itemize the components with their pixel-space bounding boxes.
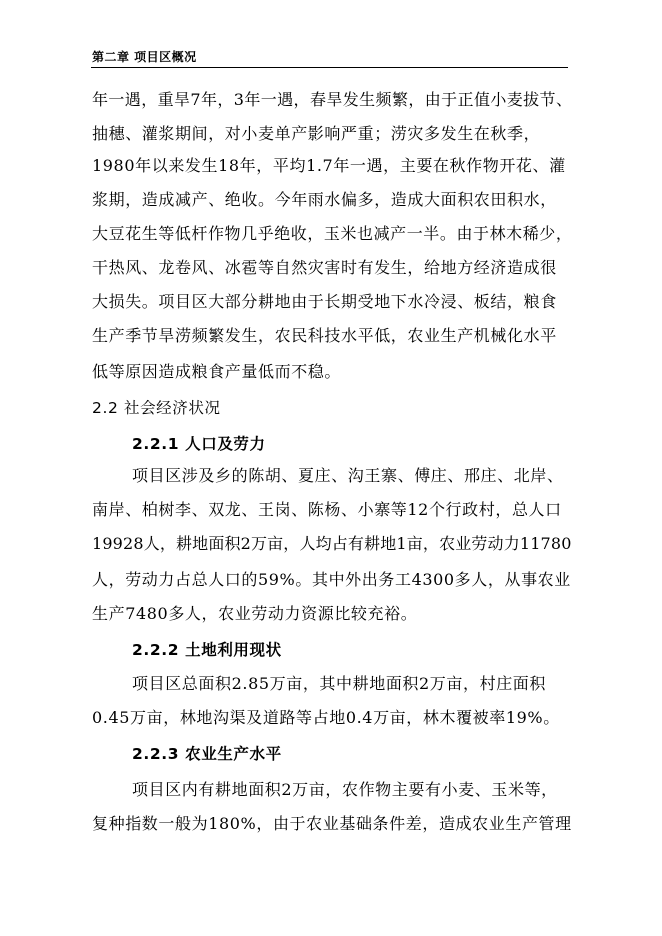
- paragraph-line: 生产7480多人，农业劳动力资源比较充裕。: [92, 604, 418, 623]
- section-heading: 2.2 社会经济状况: [92, 399, 221, 417]
- paragraph-line: 1980年以来发生18年，平均1.7年一遇，主要在秋作物开花、灌: [92, 156, 566, 175]
- paragraph-line: 南岸、柏树李、双龙、王岗、陈杨、小寨等12个行政村，总人口: [92, 500, 562, 519]
- paragraph-line: 干热风、龙卷风、冰雹等自然灾害时有发生，给地方经济造成很: [92, 258, 557, 277]
- paragraph-line: 复种指数一般为180%，由于农业基础条件差，造成农业生产管理: [92, 814, 572, 833]
- paragraph-line: 19928人，耕地面积2万亩，人均占有耕地1亩，农业劳动力11780: [92, 534, 572, 553]
- subsection-heading: 2.2.2 土地利用现状: [132, 641, 282, 659]
- paragraph-line: 项目区内有耕地面积2万亩，农作物主要有小麦、玉米等，: [132, 780, 558, 799]
- header-rule: [91, 67, 568, 68]
- paragraph-line: 年一遇，重旱7年，3年一遇，春旱发生频繁，由于正值小麦拔节、: [92, 90, 573, 109]
- paragraph-line: 0.45万亩，林地沟渠及道路等占地0.4万亩，林木覆被率19%。: [92, 708, 560, 727]
- paragraph-line: 生产季节旱涝频繁发生，农民科技水平低，农业生产机械化水平: [92, 326, 557, 345]
- paragraph-line: 低等原因造成粮食产量低而不稳。: [92, 362, 342, 381]
- chapter-header: 第二章 项目区概况: [92, 50, 197, 64]
- paragraph-line: 浆期，造成减产、绝收。今年雨水偏多，造成大面积农田积水，: [92, 190, 557, 209]
- subsection-heading: 2.2.1 人口及劳力: [132, 435, 266, 453]
- paragraph-line: 大豆花生等低杆作物几乎绝收，玉米也减产一半。由于林木稀少，: [92, 224, 573, 243]
- paragraph-line: 人，劳动力占总人口的59%。其中外出务工4300多人，从事农业: [92, 570, 571, 589]
- paragraph-line: 抽穗、灌浆期间，对小麦单产影响严重；涝灾多发生在秋季，: [92, 124, 541, 143]
- paragraph-line: 大损失。项目区大部分耕地由于长期受地下水冷浸、板结，粮食: [92, 292, 557, 311]
- subsection-heading: 2.2.3 农业生产水平: [132, 745, 282, 763]
- paragraph-line: 项目区总面积2.85万亩，其中耕地面积2万亩，村庄面积: [132, 674, 547, 693]
- paragraph-line: 项目区涉及乡的陈胡、夏庄、沟王寨、傅庄、邢庄、北岸、: [132, 466, 564, 485]
